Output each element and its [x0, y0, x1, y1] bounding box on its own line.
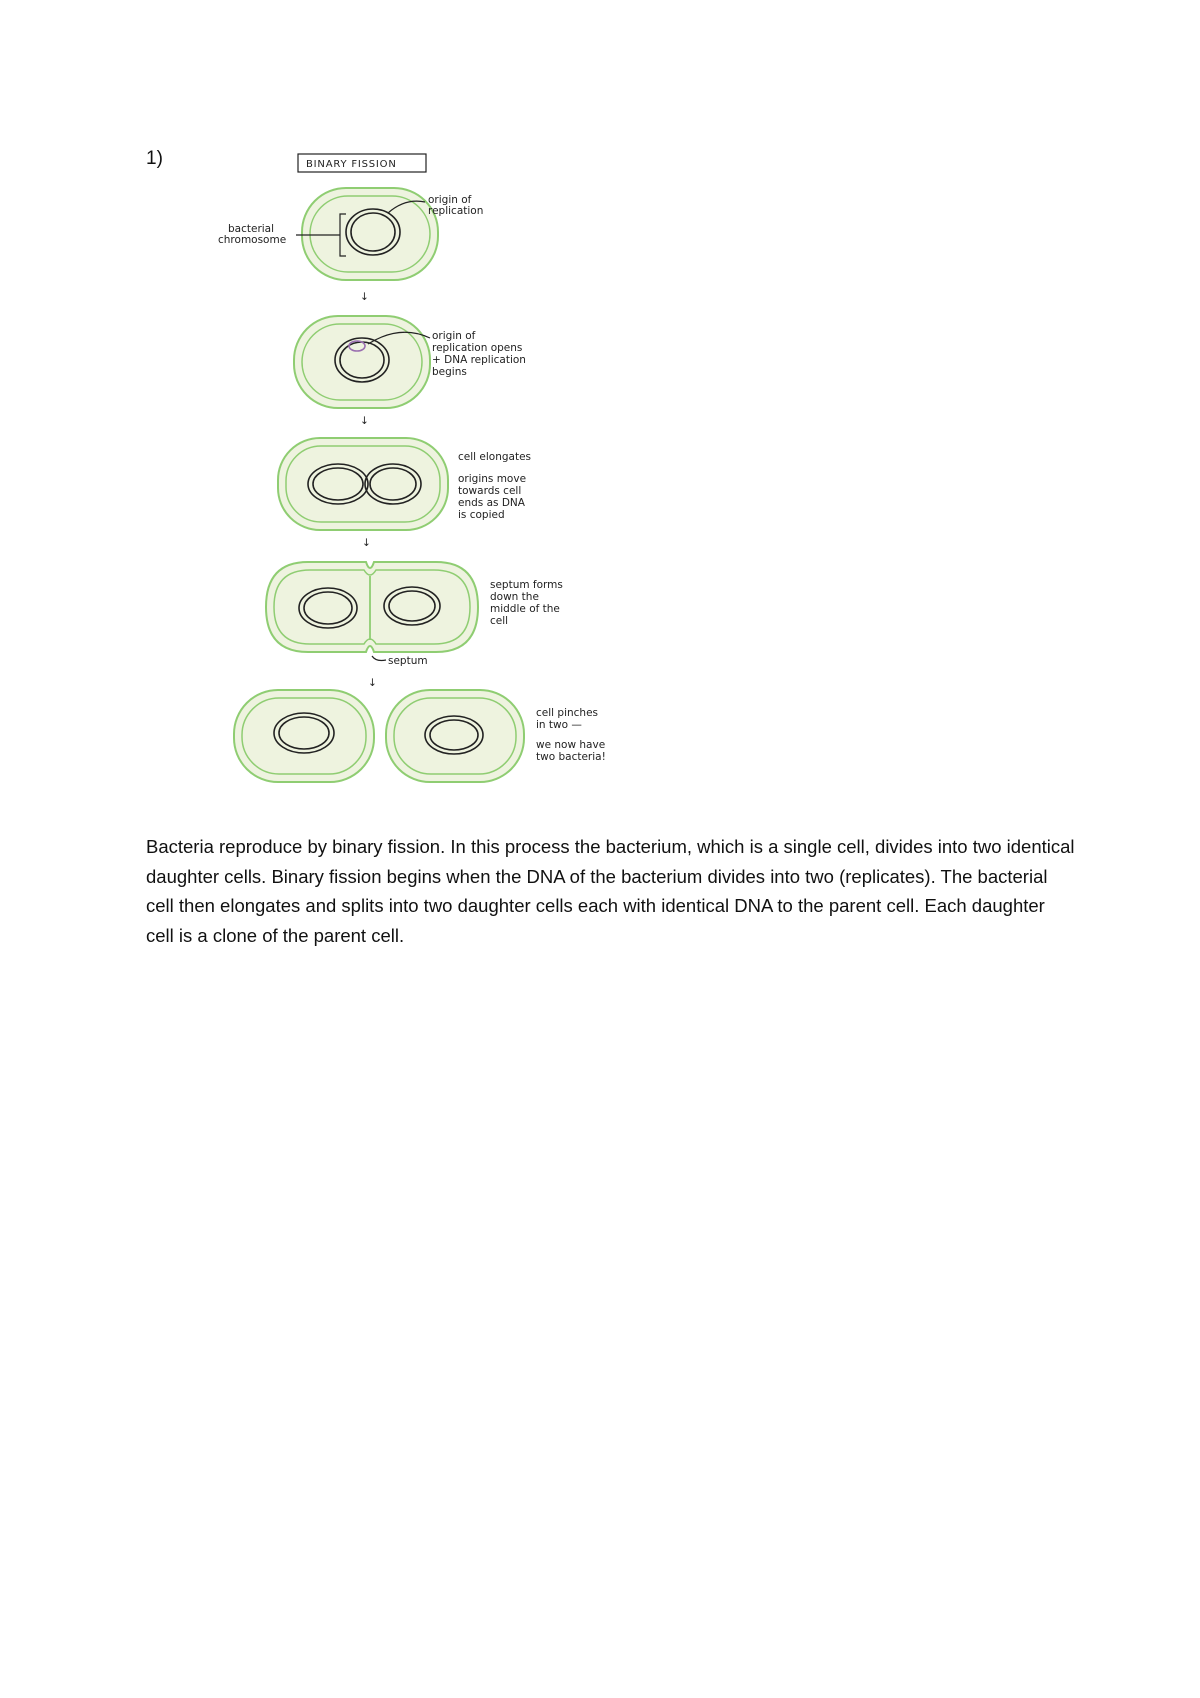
label-stage5-e: two bacteria!	[536, 751, 606, 763]
stage-3-cell	[278, 438, 531, 530]
label-chromosome: chromosome	[218, 234, 287, 246]
label-stage3-f: is copied	[458, 509, 505, 521]
label-origin-1b: replication	[428, 205, 484, 217]
label-stage3-e: ends as DNA	[458, 497, 525, 509]
label-stage2-a: origin of	[432, 330, 476, 342]
stage-4-cell	[266, 562, 563, 667]
label-stage2-b: replication opens	[432, 342, 523, 354]
question-number: 1)	[146, 148, 163, 169]
arrow-down-2: ↓	[360, 415, 369, 427]
label-origin-1a: origin of	[428, 194, 472, 206]
arrow-down-4: ↓	[368, 677, 377, 689]
label-stage3-d: towards cell	[458, 485, 522, 497]
label-septum: septum	[388, 655, 428, 667]
arrow-down-3: ↓	[362, 537, 371, 549]
label-stage4-c: middle of the	[490, 603, 560, 615]
label-stage2-c: + DNA replication	[432, 354, 526, 366]
stage-1-cell	[218, 188, 483, 280]
stage-5-cells	[234, 690, 606, 782]
label-bacterial: bacterial	[228, 223, 275, 235]
label-stage5-a: cell pinches	[536, 707, 599, 719]
label-stage5-d: we now have	[536, 739, 606, 751]
label-stage4-d: cell	[490, 615, 509, 627]
arrow-down-1: ↓	[360, 291, 369, 303]
diagram-title	[298, 154, 426, 172]
binary-fission-diagram	[200, 148, 640, 788]
diagram-title-text: BINARY FISSION	[306, 159, 397, 170]
label-stage3-c: origins move	[458, 473, 527, 485]
label-stage3-a: cell elongates	[458, 451, 532, 463]
label-stage4-b: down the	[490, 591, 539, 603]
label-stage4-a: septum forms	[490, 579, 563, 591]
label-stage2-d: begins	[432, 366, 467, 378]
stage-2-cell	[294, 316, 526, 408]
explanation-paragraph: Bacteria reproduce by binary fission. In this process the bacterium, which is a single cell, divides into two identical daughter cells. Binary fission begins when the DNA of the bacterium divides into two (replicates). The bacterial cell then elongates and splits into two daughter cells each with identical DNA to the parent cell. Each daughter cell is a clone of the parent cell.	[146, 836, 1075, 946]
label-stage5-b: in two —	[536, 719, 582, 731]
